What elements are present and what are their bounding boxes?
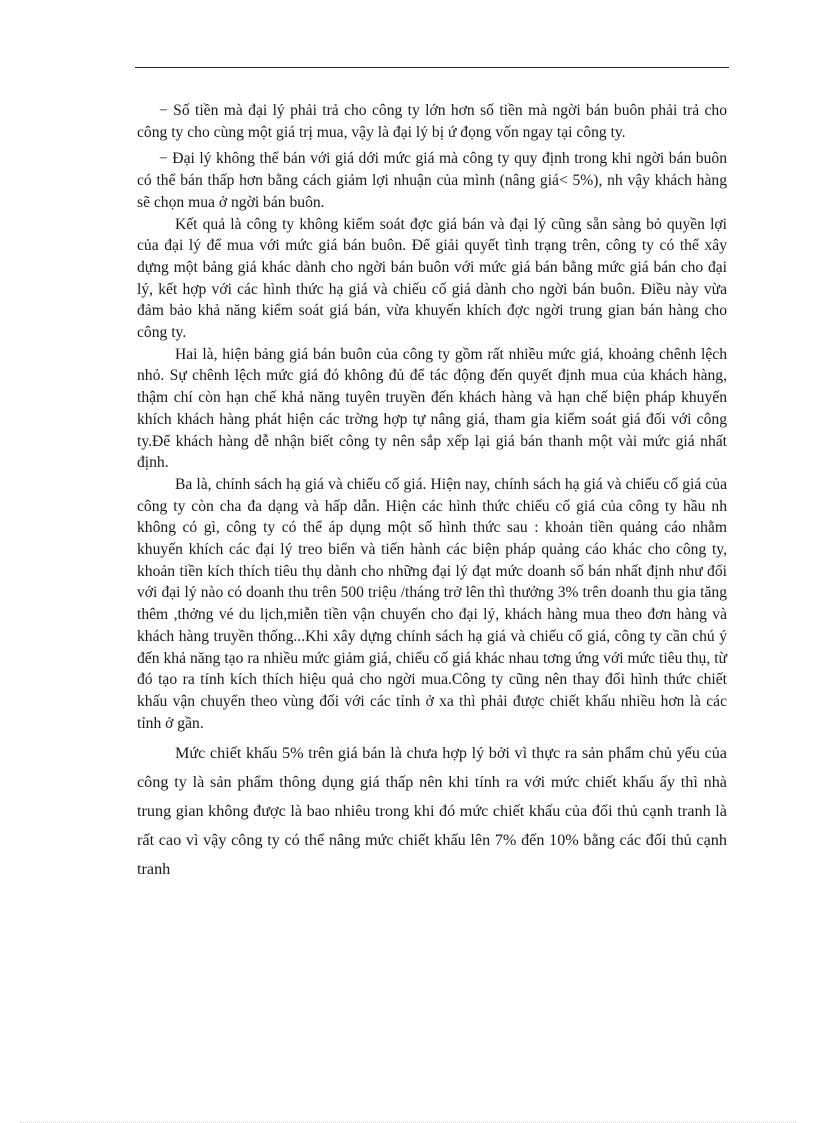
header-rule — [135, 67, 729, 68]
paragraph-third-point: Ba là, chính sách hạ giá và chiếu cố giá. Hiện nay, chính sách hạ giá và chiếu cố giá của công ty còn cha đa dạng và hấp dẫn. Hiện các hình thức chiếu cố giá của công ty hầu nh không có gì, công ty có thể áp dụng một số hình thức sau : khoản tiền quảng cáo nhằm khuyến khích các đại lý treo biển và tiến hành các biện pháp quảng cáo khác cho công ty, khoản tiền kích thích tiêu thụ dành cho những đại lý đạt mức doanh số bán nhất định như đối với đại lý nào có doanh thu trên 500 triệu /tháng trở lên thì thưởng 3% trên doanh thu gia tăng thêm ,thởng vé du lịch,miễn tiền vận chuyển cho đại lý, khách hàng mua theo đơn hàng và khách hàng truyền thống...Khi xây dựng chính sách hạ giá và chiếu cố giá, công ty cần chú ý đến khả năng tạo ra nhiều mức giảm giá, chiếu cố giá khác nhau tơng ứng với mức tiêu thụ, từ đó tạo ra tính kích thích hiệu quả cho ngời mua.Công ty cũng nên thay đổi hình thức chiết khấu vận chuyển theo vùng đối với các tỉnh ở xa thì phải được chiết khấu nhiều hơn là các tỉnh ở gần. — [137, 475, 727, 732]
document-body — [137, 100, 727, 883]
paragraph-result: Kết quả là công ty không kiểm soát đợc giá bán và đại lý cũng sẵn sàng bỏ quyền lợi của đại lý để mua với mức giá bán buôn. Để giải quyết tình trạng trên, công ty có thể xây dựng một bảng giá khác dành cho ngời bán buôn với mức giá bán bằng mức giá bán cho đại lý, kết hợp với các hình thức hạ giá và chiếu cố giá dành cho ngời bán buôn. Điều này vừa đảm bảo khả năng kiểm soát giá bán, vừa khuyến khích đợc ngời trung gian bán hàng cho công ty. — [137, 215, 727, 342]
paragraph-bullet-1: − Số tiền mà đại lý phải trả cho công ty lớn hơn số tiền mà ngời bán buôn phải trả cho công ty cho cùng một giá trị mua, vậy là đại lý bị ứ đọng vốn ngay tại công ty. — [137, 102, 727, 141]
paragraph-discount: Mức chiết khấu 5% trên giá bán là chưa hợp lý bởi vì thực ra sản phẩm chủ yếu của công ty là sản phẩm thông dụng giá thấp nên khi tính ra với mức chiết khấu ấy thì nhà trung gian không được là bao nhiêu trong khi đó mức chiết khấu của đối thủ cạnh tranh là rất cao vì vậy công ty có thể nâng mức chiết khấu lên 7% đến 10% bằng các đối thủ cạnh tranh — [137, 744, 727, 878]
paragraph-bullet-2: − Đại lý không thể bán với giá dới mức giá mà công ty quy định trong khi ngời bán buôn có thể bán thấp hơn bằng cách giảm lợi nhuận của mình (nâng giá< 5%), nh vậy khách hàng sẽ chọn mua ở ngời bán buôn. — [137, 150, 727, 211]
paragraph-second-point: Hai là, hiện bảng giá bán buôn của công ty gồm rất nhiều mức giá, khoảng chênh lệch nhỏ. Sự chênh lệch mức giá đó không đủ để tác động đến quyết định mua của khách hàng, thậm chí còn hạn chế khả năng tuyên truyền đến khách hàng và hạn chế biện pháp khuyến khích khách hàng phát hiện các trờng hợp tự nâng giá, tham gia kiểm soát giá đối với công ty.Để khách hàng dễ nhận biết công ty nên sắp xếp lại giá bán thanh một vài mức giá nhất định. — [137, 345, 727, 472]
